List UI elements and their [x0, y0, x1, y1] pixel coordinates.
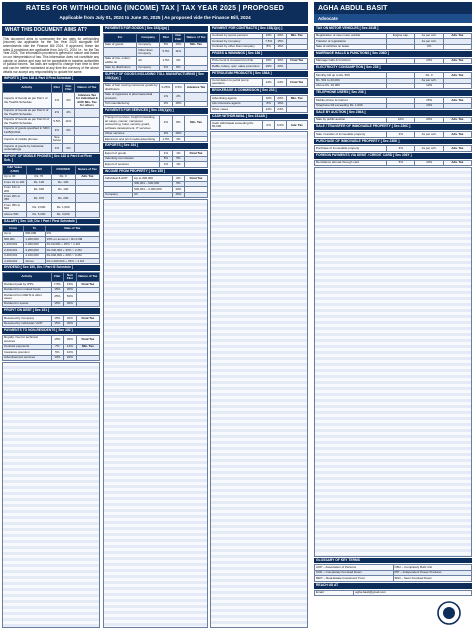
glossary-heading: GLOSSARY OF KEY TERMS [314, 558, 472, 564]
col-head: Non Filer [63, 84, 75, 93]
table-row: Purchase of immovable property 3% As per sch. Adv. Tax [315, 146, 472, 151]
table-row: Life insurance agents 8% 16% [211, 101, 308, 106]
table-row: Contract by sports persons 10% 20% Min. Tax [211, 33, 308, 38]
table-row: Imports of mobile phones See below [3, 135, 100, 144]
goods-heading: PAYMENTS FOR GOODS [ Sec 153(1)(a) ] [103, 26, 208, 32]
exports-heading: EXPORTS [ Sec 154 ] [103, 143, 208, 149]
table-row: Above 500 Rs. 5,200 Rs. 3,000 [3, 212, 100, 217]
dividend-heading: DIVIDEND [ Sec 150, Div. I Part III Schedule ] [2, 265, 100, 271]
table-row: Received by individual / AOP 15% 30% [3, 321, 100, 326]
column-2 [103, 26, 208, 628]
table-row: Transfer of registration As per sch. [315, 39, 472, 44]
property-table [103, 175, 208, 198]
table-continuation [103, 199, 208, 628]
brokerage-table [210, 95, 308, 112]
col-head: Nature of Tax [74, 84, 99, 93]
table-row: Advertisement services 10% 20% [3, 355, 100, 360]
table-row: Commission to petrol pump operators 12% 24% Final Tax [211, 78, 308, 87]
table-row: Prize bond & crossword puzzle 15% 30% Final Tax [211, 58, 308, 63]
col-head: Filer [51, 84, 63, 93]
brokerage-heading: BROKERAGE & COMMISSION [ Sec 233 ] [210, 88, 308, 94]
firm-logo-icon [434, 600, 464, 626]
table-row: Sale of vehicles on lease 4% [315, 44, 472, 49]
col-head: Company [137, 33, 160, 42]
prizes-heading: PRIZES & WINNINGS [ Sec 156 ] [210, 51, 308, 57]
table-row: Sale of cigarettes & pharmaceutical products 1% 2% [104, 92, 208, 101]
author-box [314, 2, 472, 24]
table-row: Export of services 1% 1% [104, 162, 208, 167]
document-title: RATES FOR WITHHOLDING (INCOME) TAX | TAX YEAR 2025 | PROPOSED [26, 5, 284, 12]
marriage-heading: MARRIAGE HALLS & FUNCTIONS [ Sec 236D ] [314, 51, 472, 57]
table-row: Contract payments 7% 14% Min. Tax [3, 344, 100, 349]
col-head: Nature of Tax [76, 273, 99, 282]
table-row: Other than Company 5.5% 11% [104, 48, 208, 57]
foreign-table [314, 160, 472, 166]
col-head: Rate of Tax [45, 226, 99, 231]
contact-table [314, 590, 472, 596]
table-row: 2,200,001 3,200,000 Rs.340,000 + 30% > 2.2M [3, 248, 100, 253]
table-row: Sale by public auction 10% 20% Adv. Tax [315, 117, 472, 122]
table-row: Email agha.basit@gmail.com [315, 590, 472, 595]
immovable-heading: SALE / TRANSFER OF IMMOVABLE PROPERTY [ Sec 236C ] [314, 124, 472, 130]
purchase-table [314, 145, 472, 151]
table-row: From 201 to 350 Rs. 970 Rs. 200 [3, 194, 100, 203]
payments-table [2, 335, 100, 361]
col-head: Filer [51, 273, 64, 282]
table-row: Monthly bill up to Rs. 500 Rs. 0 Adv. Tax [315, 73, 472, 78]
table-row: From 101 to 200 Rs. 930 Rs. 100 [3, 185, 100, 194]
property-heading: INCOME FROM PROPERTY [ Sec 155 ] [103, 169, 208, 175]
table-row: Transport services, freight forwarding, air cargo, courier, manpower outsourcing, hotel, security guard, software development, IT services 4% 8% Min. Tax [104, 115, 208, 131]
table-row: Indenting commission 5% 5% [104, 156, 208, 161]
electricity-table [314, 72, 472, 89]
petroleum-heading: PETROLEUM PRODUCTS [ Sec 156A ] [210, 71, 308, 77]
table-row: Individual & AOP Up to 300,000 0% Final Tax [104, 176, 208, 181]
table-row: 300,001 – 600,000 5% [104, 181, 208, 186]
table-row: Contract by other than company 8% 16% [211, 44, 308, 49]
column-4 [314, 26, 472, 596]
table-row: Imports of goods specified in SRO 1125(I)/2011 3% 6% [3, 126, 100, 135]
col-head: Activity [3, 84, 52, 93]
table-row: Other cases 12% 24% [211, 107, 308, 112]
imports-heading: IMPORTS [ Sec 148 & Part II First Schedule ] [2, 76, 100, 82]
table-row: Registration of new motor vehicle Engine cap. As per sch. Adv. Tax [315, 33, 472, 38]
services-heading: PAYMENTS FOR SERVICES [ Sec 153(1)(b) ] [103, 108, 208, 114]
column-1 [2, 26, 100, 628]
intro-text: This document aims to summarize the tax rates for withholding (income) tax applicable for the Tax Year 2025 alongwith the amendments vide the Finance Bill 2024. If approved, these tax rates & provisions are applicable from July 01, 2024 i.e., for the Tax Year 2025. The information provided is general in nature and based on our interpretation of law. This information does not constitute any opinion or advice and may not be acceptable to taxation authorities or judicial forums. Tax laws are subject to change from time to time and can be neither warranted at any time the currency of the above details nor accept any responsibility to update the same. [3, 36, 99, 74]
table-row: Advertising agents 10% 20% Min. Tax [211, 96, 308, 101]
author-name: AGHA ABDUL BASIT [314, 2, 472, 14]
col-head: C&F Value (USD) [3, 165, 27, 174]
table-row: Raffle, lottery, quiz, sales promotion 20% 40% [211, 64, 308, 69]
intro-heading: WHAT THIS DOCUMENT AIMS AT? [2, 26, 100, 36]
table-row: Up to 600,000 0% [3, 231, 100, 236]
table-row: Insurance premium 5% 10% [3, 350, 100, 355]
table-row: 3,200,001 4,100,000 Rs.640,000 + 40% > 3.2M [3, 253, 100, 258]
electricity-heading: ELECTRICITY CONSUMPTION [ Sec 235 ] [314, 65, 472, 71]
table-continuation [2, 362, 100, 628]
table-row: Imports of Goods as per Part II of the Twelfth Schedule 2% 4% [3, 108, 100, 117]
table-row: Company All 15% [104, 192, 208, 197]
table-row: CKD – Completely Knocked Down IPP – Independent Power Producer [315, 570, 472, 575]
table-row: Sale of rice, cotton, edible oil All 1.5% 3% [104, 56, 208, 65]
supply-heading: SUPPLY OF GOODS INCLUDING TOLL MANUFACTURING [ Sec 153(1)(a) ] [103, 72, 208, 82]
auction-heading: SALE BY AUCTION [ Sec 236A ] [314, 110, 472, 116]
contact-email[interactable]: agha.basit@gmail.com [354, 590, 472, 595]
table-row: 600,001 – 2,000,000 10% [104, 187, 208, 192]
glossary-table [314, 564, 472, 581]
col-head: For [104, 33, 137, 42]
table-row: Remittance abroad through card 5% 10% Adv. Tax [315, 160, 472, 165]
profit-heading: PROFIT ON DEBT [ Sec 151 ] [2, 308, 100, 314]
author-role: Advocate [314, 14, 472, 23]
table-row: Toll manufacturing 9% 18% [104, 101, 208, 106]
table-row: REIT – Real Estate Investment Trust SKD – Semi Knocked Down [315, 576, 472, 581]
vehicles-heading: TAX ON MOTOR VEHICLES [ Sec 231B ] [314, 26, 472, 32]
prizes-table [210, 58, 308, 70]
services-table [103, 115, 208, 143]
table-row: Sale of fast moving consumer goods by distributors 0.25% 0.5% Advance Tax [104, 83, 208, 92]
supply-table [103, 83, 208, 107]
table-row: Imports of Goods as per Part III of the Twelfth Schedule 5.5% 11% [3, 117, 100, 126]
column-3 [210, 26, 308, 628]
contact-heading: REACH US AT [314, 583, 472, 589]
profit-table [2, 315, 100, 327]
table-row: Imports of goods by Industrial undertakings 1% 2% [3, 144, 100, 153]
imports-table [2, 83, 100, 153]
table-row: Cash withdrawal exceeding Rs. 50,000 0% 0.6% Adv. Tax [211, 121, 308, 130]
table-row: 4,100,001 Above Rs.1,000,000 + 45% > 4.1M [3, 259, 100, 264]
col-head: Non Filer [64, 273, 77, 282]
col-head: Non Filer [172, 33, 184, 42]
table-row: Dividend paid by IPPs 7.5% 15% Final Tax [3, 282, 100, 287]
petroleum-table [210, 78, 308, 88]
table-row: Imports of Goods as per Part I of the Twelfth Schedule 1% 2% Advance Tax for individual & AOP, Min. Tax for others [4, 92, 98, 107]
telephone-table [314, 97, 472, 109]
auction-table [314, 117, 472, 123]
foreign-heading: FOREIGN PAYMENTS VIA DEBIT / CREDIT CARD [ Sec 236Y ] [314, 153, 472, 159]
salary-table [2, 225, 100, 264]
table-row: Electronic and print media advertising 1.5% 3% [104, 137, 208, 142]
mobile-table [2, 165, 100, 218]
table-row: 600,001 1,200,000 15% on amount > Rs.0.6M [3, 237, 100, 242]
col-head: Filer [160, 33, 172, 42]
document-header [2, 2, 308, 24]
table-row: Mobile phone & internet 15% Adv. Tax [315, 98, 472, 103]
table-row: Royalty / fee for technical services 15% 30% Final Tax [3, 335, 100, 344]
goods-table [103, 33, 208, 72]
cash-heading: CASH WITHDRAWAL [ Sec 231AB ] [210, 114, 308, 120]
contracts-heading: PAYMENT FOR CONTRACTS [ Sec 153(1)(c) ] [210, 26, 308, 32]
col-head: CBU [27, 165, 51, 174]
cash-table [210, 120, 308, 130]
col-head: Nature of Tax [75, 165, 99, 174]
table-row: Sale by distributors Company 4% 8% [104, 65, 208, 70]
table-row: Dividend from REITs & other cases 25% 50% [3, 293, 100, 302]
table-row: Above Rs. 20,000 12% [315, 83, 472, 88]
dividend-table [2, 272, 100, 307]
table-row: Dividend from mutual funds 15% 30% [3, 287, 100, 292]
table-row: Received by Company 15% 30% Final Tax [3, 316, 100, 321]
col-head: CKD/SKD [51, 165, 75, 174]
col-head: Activity [3, 273, 52, 282]
table-row: Sale of goods Company 5% 10% Min. Tax [104, 42, 208, 47]
table-continuation [314, 167, 472, 557]
table-row: Rs. 501 to 20,000 As per sch. [315, 78, 472, 83]
table-row: 1,200,001 2,200,000 Rs.90,000 + 25% > 1.2M [3, 242, 100, 247]
vehicles-table [314, 33, 472, 50]
table-row: Other services 9% 18% [104, 131, 208, 136]
table-row: Up to 30 Rs. 70 Rs. 0 Adv. Tax [3, 174, 100, 179]
mobile-heading: IMPORT OF MOBILE PHONES [ Sec 148 & Part II of First Sch. ] [2, 154, 100, 164]
exports-table [103, 150, 208, 167]
table-row: Marriage halls & functions 10% Adv. Tax [315, 58, 472, 63]
col-head: From [3, 226, 24, 231]
immovable-table [314, 131, 472, 137]
col-head: Nature of Tax [185, 33, 208, 42]
contracts-table [210, 33, 308, 50]
table-row: Export of goods 1% 1% Final Tax [104, 151, 208, 156]
table-row: AOP – Association of Persons CBU – Completely Built Unit [315, 565, 472, 570]
telephone-heading: TELEPHONE USERS [ Sec 236 ] [314, 90, 472, 96]
table-row: Sale / transfer of immovable property 3% As per sch. Adv. Tax [315, 132, 472, 137]
applicability-line: Applicable from July 01, 2024 to June 30, 2025 | As proposed vide the Finance Bill, 2024 [59, 15, 251, 21]
payments-heading: PAYMENTS TO NON-RESIDENTS [ Sec 152 ] [2, 328, 100, 334]
table-row: From 351 to 500 Rs. 3,000 Rs. 1,600 [3, 203, 100, 212]
purchase-heading: PURCHASE OF IMMOVABLE PROPERTY [ Sec 236K ] [314, 139, 472, 145]
table-continuation [210, 131, 308, 628]
table-row: Dividend in specie 15% 30% [3, 301, 100, 306]
table-row: Telephone bill exceeding Rs. 1,000 10% [315, 103, 472, 108]
table-row: Contract by company 7.5% 15% [211, 39, 308, 44]
salary-heading: SALARY [ Sec 149, Div. I Part I First Schedule ] [2, 219, 100, 225]
col-head: To [24, 226, 45, 231]
table-row: From 31 to 100 Rs. 100 Rs. 100 [3, 180, 100, 185]
marriage-table [314, 58, 472, 64]
